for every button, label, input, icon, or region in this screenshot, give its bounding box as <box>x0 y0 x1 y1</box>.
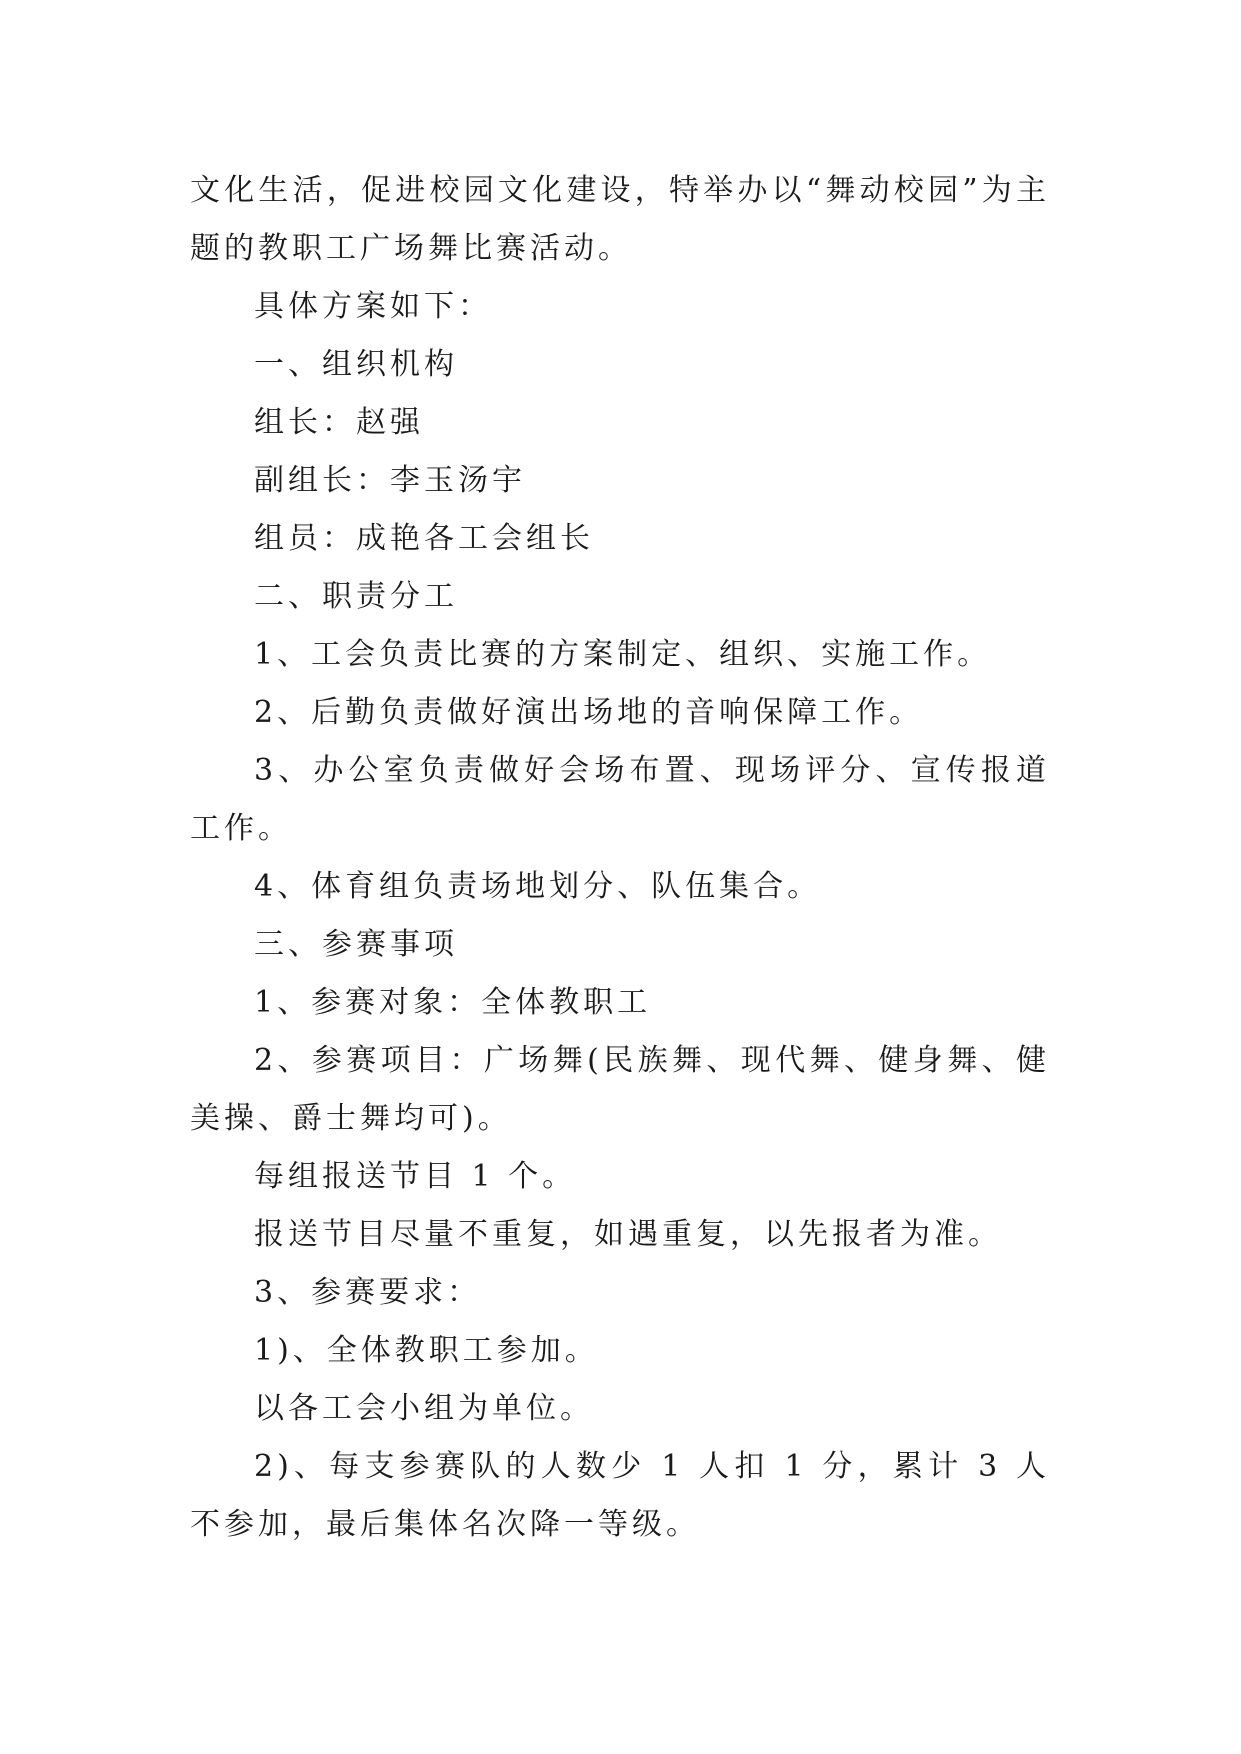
paragraph-no-duplicates: 报送节目尽量不重复，如遇重复，以先报者为准。 <box>254 1217 1002 1252</box>
section-heading-responsibilities: 二、职责分工 <box>254 579 458 614</box>
paragraph-program-count: 每组报送节目 1 个。 <box>254 1159 577 1194</box>
document-body <box>190 162 1050 1554</box>
paragraph-requirements-heading: 3、参赛要求： <box>254 1275 482 1310</box>
paragraph-team-members: 组员：成艳各工会组长 <box>254 521 594 556</box>
paragraph-union-groups: 以各工会小组为单位。 <box>254 1391 594 1426</box>
paragraph-responsibility-1: 1、工会负责比赛的方案制定、组织、实施工作。 <box>254 637 992 672</box>
paragraph-plan-heading: 具体方案如下： <box>254 289 492 324</box>
paragraph-responsibility-3: 3、办公室负责做好会场布置、现场评分、宣传报道工作。 <box>190 753 1050 846</box>
paragraph-requirement-2: 2)、每支参赛队的人数少 1 人扣 1 分，累计 3 人不参加，最后集体名次降一等级。 <box>190 1449 1050 1542</box>
paragraph-deputy-leader: 副组长：李玉汤宇 <box>254 463 526 498</box>
section-heading-participation: 三、参赛事项 <box>254 927 458 962</box>
paragraph-intro-continued: 文化生活，促进校园文化建设，特举办以“舞动校园”为主题的教职工广场舞比赛活动。 <box>190 173 1050 266</box>
paragraph-requirement-1: 1)、全体教职工参加。 <box>254 1333 599 1368</box>
paragraph-participants: 1、参赛对象：全体教职工 <box>254 985 652 1020</box>
paragraph-events: 2、参赛项目：广场舞(民族舞、现代舞、健身舞、健美操、爵士舞均可)。 <box>190 1043 1050 1136</box>
paragraph-team-leader: 组长：赵强 <box>254 405 424 440</box>
section-heading-organization: 一、组织机构 <box>254 347 458 382</box>
paragraph-responsibility-2: 2、后勤负责做好演出场地的音响保障工作。 <box>254 695 924 730</box>
paragraph-responsibility-4: 4、体育组负责场地划分、队伍集合。 <box>254 869 822 904</box>
